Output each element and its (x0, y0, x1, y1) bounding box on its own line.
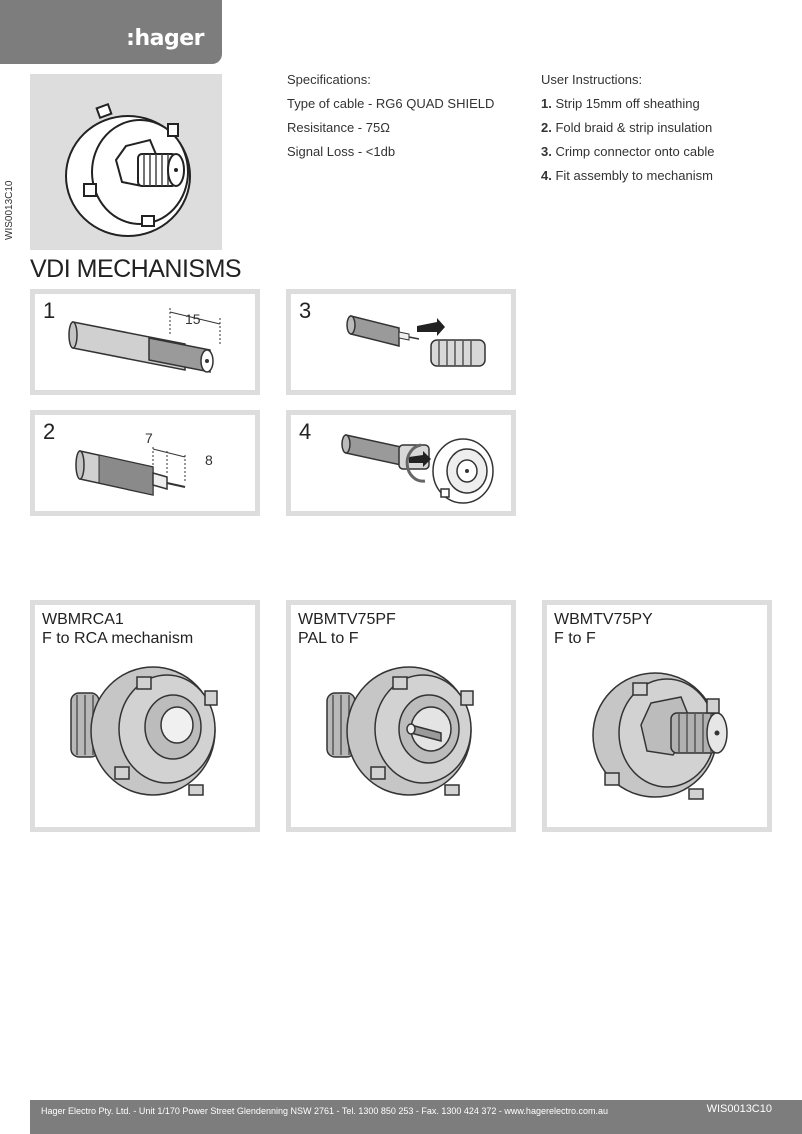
step-2-panel (30, 410, 260, 516)
instruction-item: 1. Strip 15mm off sheathing (541, 96, 700, 111)
spec-signal-loss: Signal Loss - <1db (287, 144, 396, 159)
product-description: PAL to F (298, 630, 359, 647)
fit-assembly-diagram (291, 415, 511, 511)
instructions-heading: User Instructions: (541, 72, 643, 87)
crimp-connector-diagram (291, 294, 511, 390)
hero-product-image (30, 74, 222, 250)
product-code: WBMTV75PY (554, 611, 653, 628)
footer-bar (30, 1100, 802, 1134)
step-number: 2 (43, 419, 56, 444)
product-card-wbmtv75py (542, 600, 772, 832)
specifications-block (287, 72, 494, 168)
product-description: F to F (554, 630, 596, 647)
dimension-label: 15 (185, 311, 201, 327)
step-3-panel (286, 289, 516, 395)
product-code: WBMTV75PF (298, 611, 396, 628)
step-number: 3 (299, 298, 312, 323)
product-code: WBMRCA1 (42, 611, 124, 628)
instruction-item: 2. Fold braid & strip insulation (541, 120, 713, 135)
header-logo-tab (0, 0, 222, 64)
footer-address: Hager Electro Pty. Ltd. - Unit 1/170 Power Street Glendenning NSW 2761 - Tel. 1300 850 253 - Fax. 1300 424 372 - www.hagerelectro.com.au (41, 1106, 608, 1116)
f-to-f-mechanism-illustration (30, 74, 222, 250)
rca-mechanism-illustration (35, 655, 255, 827)
step-number: 4 (299, 419, 312, 444)
dimension-label: 7 (145, 430, 153, 446)
brand-logo: :hager (126, 26, 204, 51)
specifications-heading: Specifications: (287, 72, 371, 87)
pal-mechanism-illustration (291, 655, 511, 827)
page-title: VDI MECHANISMS (30, 255, 242, 283)
spec-resistance: Resisitance - 75Ω (287, 120, 390, 135)
instruction-item: 3. Crimp connector onto cable (541, 144, 715, 159)
step-1-panel (30, 289, 260, 395)
product-card-wbmrca1 (30, 600, 260, 832)
strip-sheathing-diagram (35, 294, 255, 390)
footer-document-code: WIS0013C10 (706, 1103, 772, 1115)
product-card-wbmtv75pf (286, 600, 516, 832)
spec-cable-type: Type of cable - RG6 QUAD SHIELD (287, 96, 495, 111)
side-document-code: WIS0013C10 (4, 180, 15, 240)
dimension-label: 8 (205, 452, 213, 468)
step-number: 1 (43, 298, 56, 323)
fold-braid-diagram (35, 415, 255, 511)
instructions-block (541, 72, 714, 192)
instruction-item: 4. Fit assembly to mechanism (541, 168, 713, 183)
product-description: F to RCA mechanism (42, 630, 194, 647)
f-to-f-product-illustration (547, 655, 767, 827)
step-4-panel (286, 410, 516, 516)
